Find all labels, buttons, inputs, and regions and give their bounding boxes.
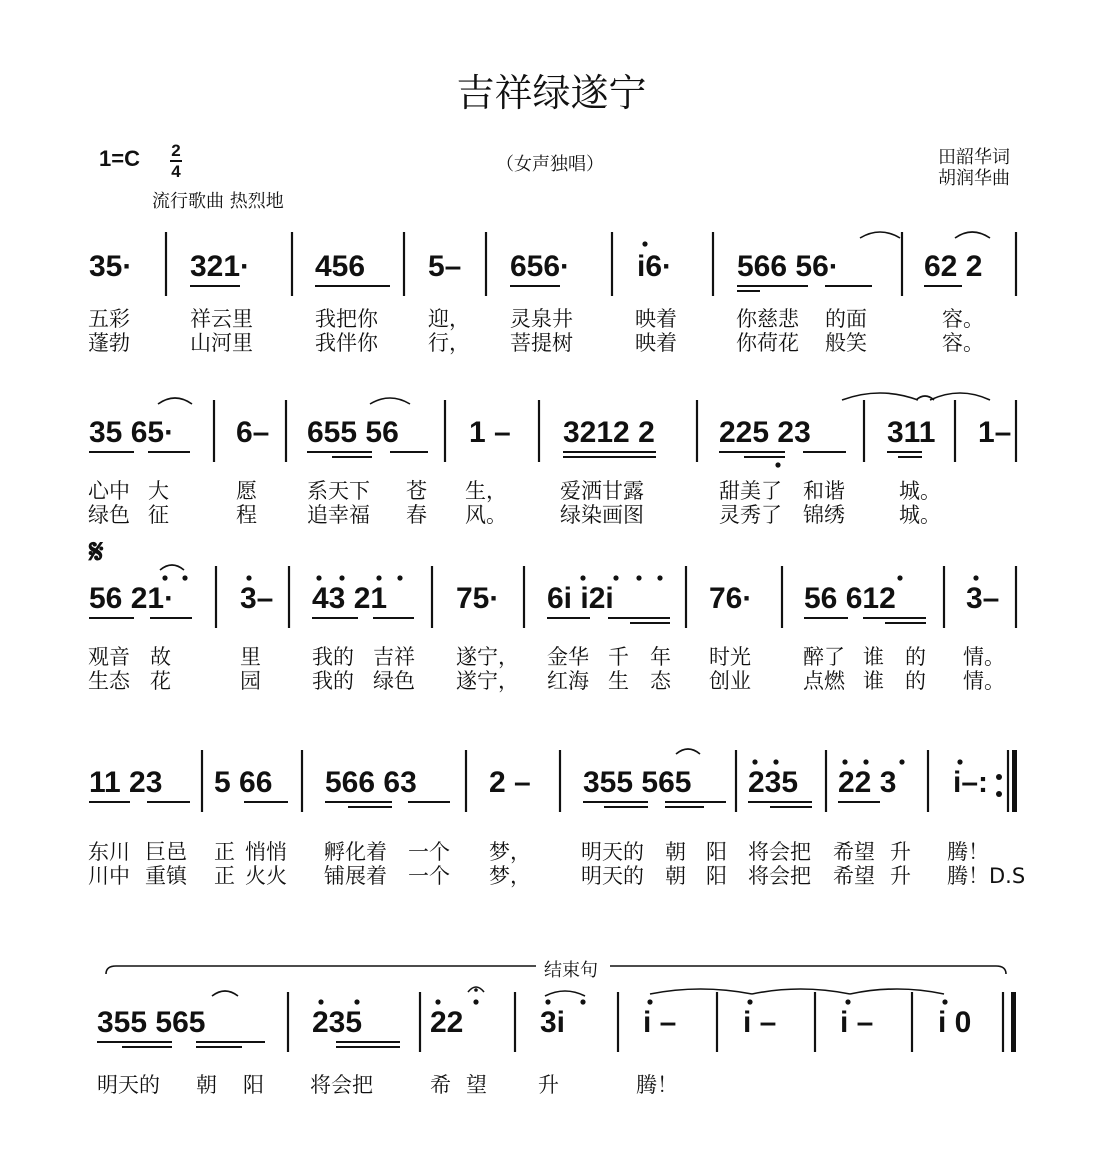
measure: 655 56	[307, 416, 399, 449]
lyric-word: 态	[650, 669, 671, 693]
lyric-word: 情。	[963, 645, 1005, 669]
measure: 3212 2	[563, 416, 655, 449]
lyric-word: 绿色	[88, 503, 130, 527]
lyric-word: 重镇	[145, 864, 187, 888]
lyric-word: 我把你	[315, 307, 378, 331]
key-signature: 1=C	[99, 146, 140, 171]
measure: 56 612	[804, 582, 896, 615]
low-octave-dot	[775, 462, 780, 467]
tie	[842, 393, 918, 400]
lyric-word: 正	[214, 864, 235, 888]
lyric-word: 你慈悲	[736, 307, 799, 331]
lyric-word: 吉祥	[373, 645, 415, 669]
measure: 355 565	[583, 766, 692, 799]
tie	[955, 232, 990, 238]
tie	[158, 398, 192, 404]
measure: i –	[743, 1006, 777, 1039]
lyric-word: 朝	[196, 1073, 217, 1097]
high-octave-dot	[642, 241, 647, 246]
tie	[930, 393, 990, 400]
lyric-word: 望	[466, 1073, 487, 1097]
high-octave-dot	[613, 575, 618, 580]
repeat-end-barline	[1012, 750, 1017, 812]
lyric-word: 五彩	[88, 307, 130, 331]
measure: 75·	[456, 582, 500, 615]
lyric-word: 行，	[428, 331, 470, 355]
lyric-word: 春	[406, 503, 427, 527]
high-octave-dot	[957, 759, 962, 764]
lyric-word: 希望	[833, 840, 875, 864]
lyric-word: 腾！D.S	[947, 864, 1026, 888]
lyric-word: 系天下	[307, 479, 370, 503]
lyric-word: 遂宁，	[456, 669, 519, 693]
high-octave-dot	[162, 575, 167, 580]
ending-label: 结束句	[540, 956, 602, 982]
measure: i–:	[953, 766, 989, 799]
lyric-word: 将会把	[748, 840, 811, 864]
lyric-word: 甜美了	[719, 479, 782, 503]
lyric-word: 征	[148, 503, 169, 527]
lyricist-credit: 田韶华词	[938, 147, 1010, 168]
lyric-word: 梦，	[489, 840, 531, 864]
lyric-word: 火火	[245, 864, 287, 888]
lyric-word: 心中	[88, 479, 130, 503]
lyric-word: 正	[214, 840, 235, 864]
lyric-word: 创业	[709, 669, 751, 693]
lyric-word: 愿	[236, 479, 257, 503]
measure: i 0	[938, 1006, 972, 1039]
high-octave-dot	[899, 759, 904, 764]
lyric-word: 的	[905, 669, 926, 693]
lyric-word: 观音	[88, 645, 130, 669]
lyric-word: 腾！	[947, 840, 989, 864]
lyric-word: 爱洒甘露	[560, 479, 644, 503]
high-octave-dot	[354, 999, 359, 1004]
lyric-word: 升	[538, 1073, 559, 1097]
lyric-word: 时光	[709, 645, 751, 669]
measure: 3–	[966, 582, 1000, 615]
lyric-word: 希	[430, 1073, 451, 1097]
lyric-word: 东川	[88, 840, 130, 864]
measure: 656·	[510, 250, 571, 283]
high-octave-dot	[376, 575, 381, 580]
tie	[860, 232, 900, 238]
tie	[650, 989, 752, 994]
lyric-word: 的	[905, 645, 926, 669]
lyric-word: 阳	[243, 1073, 264, 1097]
performance-note: （女声独唱）	[496, 154, 604, 175]
measure: 456	[315, 250, 366, 283]
lyric-word: 升	[890, 864, 911, 888]
measure: 566 63	[325, 766, 417, 799]
lyric-word: 追幸福	[307, 503, 370, 527]
repeat-dot	[996, 791, 1002, 797]
measure: 3i	[540, 1006, 566, 1039]
song-title: 吉祥绿遂宁	[456, 71, 647, 115]
lyric-word: 红海	[547, 669, 589, 693]
tie	[752, 989, 850, 994]
high-octave-dot	[397, 575, 402, 580]
high-octave-dot	[973, 575, 978, 580]
lyric-word: 我伴你	[315, 331, 378, 355]
lyric-word: 故	[150, 645, 171, 669]
tempo-marking: 流行歌曲 热烈地	[152, 191, 284, 212]
lyric-word: 情。	[963, 669, 1005, 693]
lyric-word: 里	[240, 645, 261, 669]
high-octave-dot	[752, 759, 757, 764]
lyric-word: 灵秀了	[719, 503, 782, 527]
high-octave-dot	[863, 759, 868, 764]
lyric-word: 悄悄	[245, 840, 287, 864]
high-octave-dot	[316, 575, 321, 580]
high-octave-dot	[636, 575, 641, 580]
high-octave-dot	[842, 759, 847, 764]
lyric-word: 一个	[408, 840, 450, 864]
measure: 3–	[240, 582, 274, 615]
measure: 355 565	[97, 1006, 206, 1039]
lyric-word: 山河里	[190, 331, 253, 355]
high-octave-dot	[318, 999, 323, 1004]
lyric-word: 大	[148, 479, 169, 503]
tie	[212, 991, 238, 996]
high-octave-dot	[845, 999, 850, 1004]
composer-credit: 胡润华曲	[938, 168, 1010, 189]
lyric-word: 城。	[899, 503, 941, 527]
lyric-word: 蓬勃	[88, 331, 130, 355]
lyric-word: 城。	[899, 479, 941, 503]
lyric-word: 园	[240, 669, 261, 693]
lyric-word: 的面	[825, 307, 867, 331]
measure: 225 23	[719, 416, 811, 449]
measure: 1 –	[469, 416, 511, 449]
lyric-word: 谁	[863, 645, 884, 669]
lyric-word: 明天的	[97, 1073, 160, 1097]
high-octave-dot	[545, 999, 550, 1004]
lyric-word: 明天的	[581, 840, 644, 864]
lyric-word: 醉了	[803, 645, 845, 669]
lyric-word: 祥云里	[190, 307, 253, 331]
high-octave-dot	[942, 999, 947, 1004]
measure: i6·	[637, 250, 673, 283]
lyric-word: 点燃	[803, 669, 845, 693]
segno-sign: 𝄋	[89, 532, 104, 572]
lyric-word: 阳	[706, 840, 727, 864]
measure: 321·	[190, 250, 251, 283]
lyric-word: 朝	[665, 864, 686, 888]
lyric-word: 将会把	[310, 1073, 373, 1097]
lyric-word: 朝	[665, 840, 686, 864]
lyric-word: 我的	[312, 669, 354, 693]
lyric-word: 希望	[833, 864, 875, 888]
fermata-dot	[474, 988, 478, 992]
time-signature-top: 2	[171, 141, 181, 160]
high-octave-dot	[473, 999, 478, 1004]
measure: 76·	[709, 582, 753, 615]
measure: 22	[430, 1006, 464, 1039]
lyric-word: 般笑	[825, 331, 867, 355]
lyric-word: 梦，	[489, 864, 531, 888]
lyric-word: 腾！	[636, 1073, 678, 1097]
measure: 1–	[978, 416, 1012, 449]
lyric-word: 和谐	[803, 479, 845, 503]
lyric-word: 明天的	[581, 864, 644, 888]
measure: 235	[748, 766, 799, 799]
high-octave-dot	[747, 999, 752, 1004]
high-octave-dot	[580, 999, 585, 1004]
lyric-word: 锦绣	[803, 503, 845, 527]
ending-bracket-right	[610, 966, 1006, 974]
time-signature-bottom: 4	[171, 162, 181, 181]
measure: 43 21	[312, 582, 388, 615]
high-octave-dot	[339, 575, 344, 580]
lyric-word: 阳	[706, 864, 727, 888]
lyric-word: 灵泉井	[510, 307, 573, 331]
measure: 2 –	[489, 766, 531, 799]
measure: 22 3	[838, 766, 897, 799]
measure: 35 65·	[89, 416, 175, 449]
high-octave-dot	[435, 999, 440, 1004]
lyric-word: 川中	[88, 864, 130, 888]
lyric-word: 生态	[88, 669, 130, 693]
lyric-word: 年	[650, 645, 671, 669]
high-octave-dot	[580, 575, 585, 580]
tie	[545, 991, 585, 996]
measure: 311	[887, 416, 936, 449]
lyric-word: 巨邑	[145, 840, 187, 864]
tie	[850, 989, 944, 994]
lyric-word: 风。	[465, 503, 507, 527]
lyric-word: 程	[236, 503, 257, 527]
lyric-word: 容。	[942, 331, 984, 355]
lyric-word: 金华	[547, 645, 589, 669]
lyric-word: 谁	[863, 669, 884, 693]
measure: i –	[840, 1006, 874, 1039]
tie	[370, 398, 410, 404]
lyric-word: 铺展着	[324, 864, 387, 888]
lyric-word: 菩提树	[510, 331, 573, 355]
measure: 5 66	[214, 766, 273, 799]
measure: 11 23	[89, 766, 163, 799]
lyric-word: 遂宁，	[456, 645, 519, 669]
repeat-dot	[996, 774, 1002, 780]
lyric-word: 花	[150, 669, 171, 693]
ending-bracket-left	[106, 966, 536, 974]
high-octave-dot	[246, 575, 251, 580]
lyric-word: 生，	[465, 479, 507, 503]
measure: 6–	[236, 416, 270, 449]
lyric-word: 绿染画图	[560, 503, 644, 527]
measure: 235	[312, 1006, 363, 1039]
lyric-word: 一个	[408, 864, 450, 888]
tie	[676, 749, 700, 754]
high-octave-dot	[773, 759, 778, 764]
measure: 5–	[428, 250, 462, 283]
lyric-word: 你荷花	[736, 331, 799, 355]
high-octave-dot	[897, 575, 902, 580]
lyric-word: 孵化着	[324, 840, 387, 864]
lyric-word: 映着	[635, 307, 677, 331]
measure: 566 56·	[737, 250, 839, 283]
lyric-word: 映着	[635, 331, 677, 355]
lyric-word: 容。	[942, 307, 984, 331]
measure: 56 21·	[89, 582, 175, 615]
final-barline	[1011, 992, 1016, 1052]
tie	[160, 565, 184, 570]
lyric-word: 升	[890, 840, 911, 864]
lyric-word: 绿色	[373, 669, 415, 693]
measure: 35·	[89, 250, 133, 283]
high-octave-dot	[657, 575, 662, 580]
lyric-word: 千	[608, 645, 629, 669]
lyric-word: 我的	[312, 645, 354, 669]
lyric-word: 迎，	[428, 307, 470, 331]
high-octave-dot	[182, 575, 187, 580]
measure: 62 2	[924, 250, 983, 283]
measure: i –	[643, 1006, 677, 1039]
lyric-word: 将会把	[748, 864, 811, 888]
lyric-word: 生	[608, 669, 629, 693]
lyric-word: 苍	[406, 479, 427, 503]
high-octave-dot	[647, 999, 652, 1004]
measure: 6i i2i	[547, 582, 614, 615]
